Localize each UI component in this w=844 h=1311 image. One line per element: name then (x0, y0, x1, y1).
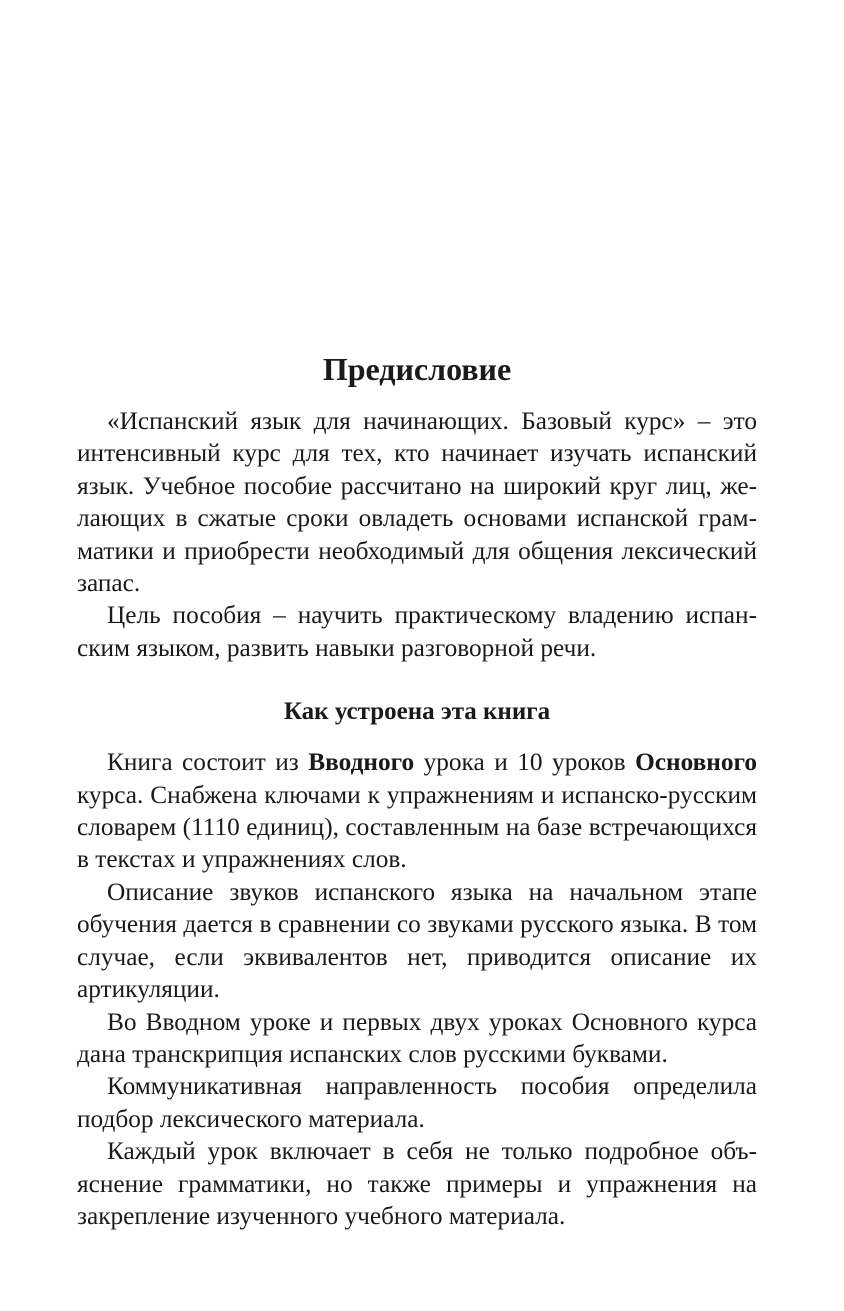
bold-term-main: Основного (635, 748, 757, 777)
section-paragraph-1-text-b: урока и 10 уроков (414, 748, 636, 777)
section-paragraph-5: Каждый урок включает в себя не только подробное объяснение грамматики, но также примеры и упражнения на закрепление изученного учебного материала. (77, 1137, 757, 1230)
bold-term-introductory: Вводного (308, 748, 415, 777)
section-paragraph-1-text-a: Книга состоит из (107, 748, 309, 777)
section-paragraph-2: Описание звуков испанского языка на начальном этапе обучения дается в сравнении со звуками русского языка. В том случае, если эквивалентов нет, приводится описание их артикуляции. (77, 877, 757, 1004)
page-title: Предисловие (322, 351, 512, 387)
section-paragraph-1-text-c: курса. Снабжена ключами к упражнениям и испанско-русским словарем (1110 единиц), составленным на базе встречающихся в текстах и упражнениях слов. (77, 780, 757, 874)
section-paragraph-1 (77, 746, 757, 876)
section-paragraph-4: Коммуникативная направленность пособия определила подбор лексического материала. (77, 1072, 757, 1133)
intro-paragraph-2: Цель пособия – научить практическому владению испанским языком, развить навыки разговорной речи. (77, 601, 757, 662)
book-page (77, 347, 757, 1232)
section-paragraph-3: Во Вводном уроке и первых двух уроках Основного курса дана транскрипция испанских слов русскими буквами. (77, 1007, 757, 1068)
intro-paragraph-1: «Испанский язык для начинающих. Базовый курс» – это интенсивный курс для тех, кто начинает изучать испанский язык. Учебное пособие рассчитано на широкий круг лиц, желающих в сжатые сроки овладеть основами испанской грамматики и приобрести необходимый для общения лексический запас. (77, 407, 757, 598)
section-heading: Как устроена эта книга (283, 698, 551, 726)
